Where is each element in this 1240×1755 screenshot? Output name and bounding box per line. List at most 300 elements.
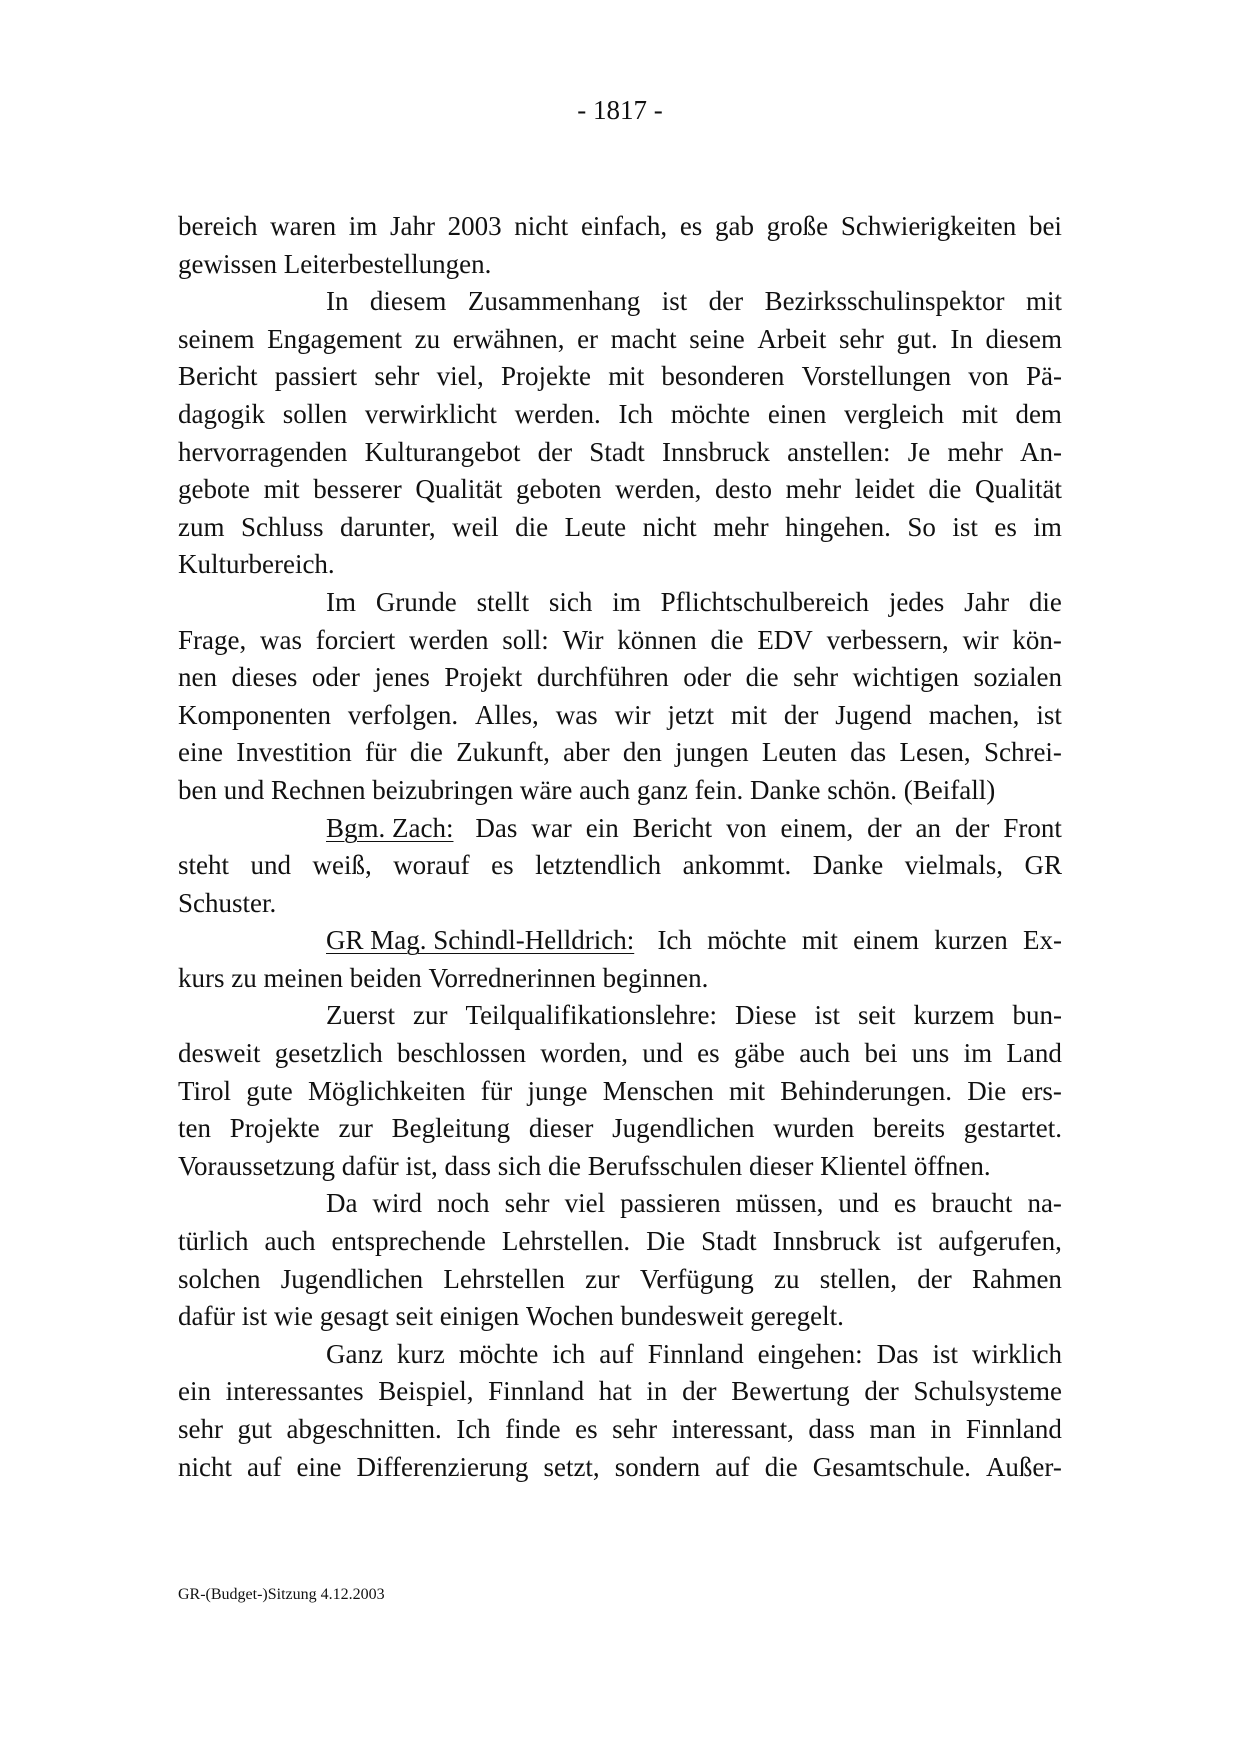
word: was bbox=[260, 624, 303, 655]
word: bei bbox=[864, 1038, 898, 1069]
word: Alles, bbox=[475, 699, 539, 730]
word: ist bbox=[241, 1301, 274, 1332]
word: verfolgen. bbox=[347, 699, 459, 730]
word: macht bbox=[610, 323, 677, 354]
word: Investition bbox=[236, 737, 352, 768]
word: zu bbox=[231, 962, 264, 993]
word: meinen bbox=[263, 962, 350, 993]
word: bereits bbox=[873, 1113, 945, 1144]
word: entsprechende bbox=[331, 1226, 486, 1257]
word: mehr bbox=[713, 511, 769, 542]
speaker-name: GR Mag. Schindl-Helldrich: bbox=[326, 925, 635, 956]
word: Wochen bbox=[525, 1301, 621, 1332]
word: Verfügung bbox=[639, 1263, 754, 1294]
word: die bbox=[764, 1451, 798, 1482]
word: setzt, bbox=[543, 1451, 600, 1482]
word: zur bbox=[412, 1000, 448, 1031]
word: einigen bbox=[439, 1301, 526, 1332]
word: Innsbruck bbox=[661, 436, 770, 467]
word: Schulsysteme bbox=[913, 1376, 1062, 1407]
word: na- bbox=[1027, 1188, 1062, 1219]
word: steht bbox=[178, 850, 229, 881]
text-line bbox=[178, 734, 1062, 772]
word: kurzen bbox=[934, 925, 1008, 956]
text-line bbox=[178, 922, 1062, 960]
word: stellt bbox=[476, 586, 530, 617]
text-line bbox=[178, 471, 1062, 509]
text-line bbox=[178, 659, 1062, 697]
word: durchführen bbox=[536, 662, 669, 693]
text-line bbox=[178, 358, 1062, 396]
text-line bbox=[178, 546, 1062, 584]
word: aufgerufen, bbox=[938, 1226, 1062, 1257]
word: öffnen. bbox=[913, 1150, 991, 1181]
word: an bbox=[915, 812, 942, 843]
document-body bbox=[178, 208, 1062, 1486]
word: Da bbox=[326, 1188, 358, 1219]
word: gut. bbox=[896, 323, 938, 354]
word: sehr bbox=[838, 323, 884, 354]
text-line bbox=[178, 847, 1062, 885]
word: auch bbox=[264, 1226, 316, 1257]
word: forciert bbox=[315, 624, 396, 655]
word: mit bbox=[263, 474, 300, 505]
word: Ich bbox=[456, 1414, 491, 1444]
word: der bbox=[867, 812, 902, 843]
word: Ich bbox=[657, 925, 692, 956]
word: er bbox=[577, 323, 599, 354]
word: von bbox=[968, 361, 1009, 392]
word: Kulturbereich. bbox=[178, 549, 335, 580]
word: sozialen bbox=[973, 662, 1062, 693]
word: wir bbox=[962, 624, 999, 655]
word: Vorstellungen bbox=[801, 361, 952, 392]
word: Pflichtschulbereich bbox=[660, 586, 869, 617]
text-line bbox=[178, 1449, 1062, 1487]
word: es bbox=[575, 1414, 598, 1444]
word: interessant, bbox=[671, 1414, 794, 1444]
word: worden, bbox=[540, 1038, 629, 1069]
word: wirklich bbox=[972, 1338, 1062, 1369]
word: Finnland bbox=[647, 1338, 744, 1369]
word: 2003 bbox=[447, 211, 502, 241]
word: Schrei- bbox=[983, 737, 1062, 768]
word: große bbox=[766, 211, 829, 241]
word: desto bbox=[714, 474, 772, 505]
word: Außer- bbox=[985, 1451, 1062, 1482]
text-line bbox=[178, 584, 1062, 622]
word: diesem bbox=[985, 323, 1062, 354]
word: der bbox=[954, 812, 990, 843]
page-footer: GR-(Budget-)Sitzung 4.12.2003 bbox=[178, 1586, 385, 1603]
word: und bbox=[642, 1038, 683, 1069]
word: wäre bbox=[519, 774, 580, 805]
word: den bbox=[622, 737, 662, 768]
text-line bbox=[178, 810, 1062, 848]
word: ein bbox=[585, 812, 619, 843]
word: mehr bbox=[947, 436, 1003, 467]
word: sich bbox=[497, 1150, 548, 1181]
word: Klientel bbox=[820, 1150, 914, 1181]
word: es bbox=[679, 211, 703, 241]
word: auf bbox=[247, 1451, 282, 1482]
word: mit bbox=[730, 699, 767, 730]
text-line bbox=[178, 283, 1062, 321]
word: gäbe bbox=[733, 1038, 785, 1069]
word: gute bbox=[246, 1075, 293, 1106]
word: ich bbox=[552, 1338, 586, 1369]
word: passiert bbox=[274, 361, 358, 392]
word: Lesen, bbox=[899, 737, 971, 768]
word: die bbox=[515, 511, 549, 542]
word: ganz bbox=[636, 774, 695, 805]
word: jungen bbox=[675, 737, 749, 768]
word: viel, bbox=[436, 361, 484, 392]
word: kurzem bbox=[913, 1000, 995, 1031]
word: dem bbox=[1015, 398, 1062, 429]
word: Pä- bbox=[1025, 361, 1062, 392]
word: aber bbox=[563, 737, 610, 768]
word: gesagt bbox=[319, 1301, 396, 1332]
word: ist bbox=[896, 1226, 923, 1257]
word: beiden bbox=[349, 962, 429, 993]
word: auch bbox=[579, 774, 637, 805]
word: Lehrstellen. bbox=[501, 1226, 631, 1257]
word: mit bbox=[608, 361, 645, 392]
text-line bbox=[178, 1148, 1062, 1186]
word: die bbox=[409, 737, 443, 768]
word: Innsbruck bbox=[772, 1226, 881, 1257]
word: der bbox=[783, 699, 819, 730]
word: wurden bbox=[773, 1113, 855, 1144]
word: Wir bbox=[562, 624, 604, 655]
word: Zusammenhang bbox=[467, 286, 641, 317]
word: der bbox=[682, 1376, 717, 1407]
word: im bbox=[612, 586, 641, 617]
word: möchte bbox=[707, 925, 787, 956]
word: ankommt. bbox=[682, 850, 792, 881]
word: darunter, bbox=[340, 511, 436, 542]
word: jedes bbox=[888, 586, 945, 617]
paragraph bbox=[178, 584, 1062, 810]
word: kurs bbox=[178, 962, 232, 993]
word: bereich bbox=[178, 211, 258, 241]
word: einen bbox=[767, 398, 827, 429]
word: und bbox=[250, 850, 291, 881]
word: Diese bbox=[735, 1000, 797, 1031]
word: beschlossen bbox=[397, 1038, 527, 1069]
word: für bbox=[365, 737, 397, 768]
word: türlich bbox=[178, 1226, 249, 1257]
word: Land bbox=[1006, 1038, 1062, 1069]
word: sich bbox=[548, 586, 593, 617]
word: die bbox=[745, 662, 779, 693]
word: verbessern, bbox=[826, 624, 949, 655]
word: noch bbox=[437, 1188, 490, 1219]
word: Frage, bbox=[178, 624, 247, 655]
word: Möglichkeiten bbox=[308, 1075, 466, 1106]
word: zum bbox=[178, 511, 225, 542]
word: Bericht bbox=[632, 812, 713, 843]
text-line bbox=[178, 396, 1062, 434]
word: sehr bbox=[504, 1188, 550, 1219]
text-line bbox=[178, 208, 1062, 246]
word: gebote bbox=[178, 474, 250, 505]
word: im bbox=[963, 1038, 993, 1069]
word: weil bbox=[452, 511, 499, 542]
word: (Beifall) bbox=[903, 774, 996, 805]
word: war bbox=[531, 812, 572, 843]
word: So bbox=[907, 511, 936, 542]
word: werden bbox=[409, 624, 489, 655]
word: wir bbox=[614, 699, 651, 730]
word: dieser bbox=[748, 1150, 821, 1181]
text-line bbox=[178, 321, 1062, 359]
word: werden, bbox=[615, 474, 702, 505]
word: Voraussetzung bbox=[178, 1150, 342, 1181]
word: anstellen: bbox=[787, 436, 891, 467]
word: Schuster. bbox=[178, 887, 277, 918]
word: einfach, bbox=[580, 211, 668, 241]
word: die bbox=[928, 474, 962, 505]
word: gesetzlich bbox=[274, 1038, 383, 1069]
word: der bbox=[917, 1263, 952, 1294]
word: seit bbox=[395, 1301, 440, 1332]
word: Im bbox=[326, 586, 356, 617]
word: Grunde bbox=[375, 586, 457, 617]
text-line bbox=[178, 772, 1062, 810]
word: sollen bbox=[282, 398, 348, 429]
word: EDV bbox=[757, 624, 813, 655]
word: waren bbox=[270, 211, 337, 241]
word: auf bbox=[599, 1338, 634, 1369]
word: im bbox=[348, 211, 378, 241]
word: und bbox=[223, 774, 271, 805]
text-line bbox=[178, 1073, 1062, 1111]
word: besonderen bbox=[661, 361, 785, 392]
paragraph bbox=[178, 810, 1062, 923]
word: Ich bbox=[618, 398, 653, 429]
word: dass bbox=[444, 1150, 498, 1181]
word: kurz bbox=[396, 1338, 445, 1369]
word: sehr bbox=[374, 361, 420, 392]
word: sehr bbox=[612, 1414, 658, 1444]
word: die bbox=[710, 624, 744, 655]
word: das bbox=[850, 737, 887, 768]
word: Engagement bbox=[267, 323, 403, 354]
word: Tirol bbox=[178, 1075, 232, 1106]
word: stellen, bbox=[819, 1263, 897, 1294]
word: abgeschnitten. bbox=[286, 1414, 442, 1444]
word: eingehen: bbox=[757, 1338, 863, 1369]
word: ist bbox=[1036, 699, 1062, 730]
word: braucht bbox=[931, 1188, 1013, 1219]
word: bun- bbox=[1012, 1000, 1062, 1031]
word: jetzt bbox=[667, 699, 715, 730]
text-line bbox=[178, 246, 1062, 284]
word: wird bbox=[372, 1188, 423, 1219]
word: gut bbox=[237, 1414, 272, 1444]
word: vielmals, bbox=[904, 850, 1003, 881]
word: Differenzierung bbox=[356, 1451, 529, 1482]
paragraph bbox=[178, 1336, 1062, 1486]
word: Das bbox=[475, 812, 518, 843]
word: es bbox=[697, 1038, 720, 1069]
word: wichtigen bbox=[852, 662, 960, 693]
word: Ex- bbox=[1022, 925, 1062, 956]
word: geboten bbox=[516, 474, 602, 505]
word: Ganz bbox=[326, 1338, 383, 1369]
word: auch bbox=[799, 1038, 851, 1069]
word: auf bbox=[715, 1451, 750, 1482]
word: In bbox=[326, 286, 349, 317]
word: ist bbox=[814, 1000, 840, 1031]
word: geregelt. bbox=[750, 1301, 844, 1332]
word: Teilqualifikationslehre: bbox=[465, 1000, 717, 1031]
word: Stadt bbox=[701, 1226, 757, 1257]
text-line bbox=[178, 885, 1062, 923]
word: letztendlich bbox=[535, 850, 662, 881]
word: Berufsschulen bbox=[587, 1150, 749, 1181]
paragraph bbox=[178, 1185, 1062, 1335]
word: An- bbox=[1019, 436, 1062, 467]
word: besserer bbox=[313, 474, 402, 505]
word: Beispiel, bbox=[378, 1376, 474, 1407]
word: müssen, bbox=[735, 1188, 824, 1219]
word: von bbox=[726, 812, 767, 843]
word: Menschen bbox=[602, 1075, 714, 1106]
word: mit bbox=[728, 1075, 765, 1106]
word: Arbeit bbox=[757, 323, 827, 354]
text-line bbox=[178, 434, 1062, 472]
word: soll: bbox=[502, 624, 549, 655]
word: zur bbox=[585, 1263, 620, 1294]
word: einem, bbox=[780, 812, 854, 843]
word: dieser bbox=[528, 1113, 594, 1144]
word: Leute bbox=[564, 511, 627, 542]
word: solchen bbox=[178, 1263, 261, 1294]
word: Zukunft, bbox=[456, 737, 550, 768]
word: Projekte bbox=[229, 1113, 320, 1144]
word: ist bbox=[932, 1338, 959, 1369]
word: Das bbox=[876, 1338, 919, 1369]
word: Jugend bbox=[835, 699, 912, 730]
word: gestartet. bbox=[963, 1113, 1062, 1144]
word: für bbox=[480, 1075, 513, 1106]
word: ben bbox=[178, 774, 224, 805]
word: jenes bbox=[374, 662, 430, 693]
paragraph bbox=[178, 208, 1062, 283]
word: es bbox=[893, 1188, 917, 1219]
word: kön- bbox=[1012, 624, 1062, 655]
word: ist bbox=[952, 511, 978, 542]
word: eine bbox=[296, 1451, 342, 1482]
word: es bbox=[994, 511, 1017, 542]
word: oder bbox=[311, 662, 360, 693]
word: gewissen bbox=[178, 248, 284, 279]
word: mit bbox=[961, 398, 998, 429]
word: Bericht bbox=[178, 361, 258, 392]
word: Begleitung bbox=[391, 1113, 511, 1144]
word: oder bbox=[683, 662, 732, 693]
word: Finnland bbox=[488, 1376, 585, 1407]
word: erwähnen, bbox=[452, 323, 565, 354]
word: Danke bbox=[750, 774, 828, 805]
word: Komponenten bbox=[178, 699, 331, 730]
word: Kulturangebot bbox=[364, 436, 521, 467]
word: Schwierigkeiten bbox=[840, 211, 1017, 241]
word: Front bbox=[1003, 812, 1062, 843]
word: mit bbox=[1025, 286, 1062, 317]
word: zu bbox=[414, 323, 441, 354]
text-line bbox=[178, 1373, 1062, 1411]
word: werden. bbox=[514, 398, 601, 429]
text-line bbox=[178, 622, 1062, 660]
word: verwirklicht bbox=[364, 398, 497, 429]
word: desweit bbox=[178, 1038, 261, 1069]
speaker-name: Bgm. Zach: bbox=[326, 812, 454, 843]
word: möchte bbox=[458, 1338, 539, 1369]
word: ein bbox=[178, 1376, 211, 1407]
word: bei bbox=[1028, 211, 1062, 241]
word: weiß, bbox=[312, 850, 372, 881]
text-line bbox=[178, 1261, 1062, 1299]
word: Je bbox=[907, 436, 931, 467]
word: möchte bbox=[670, 398, 751, 429]
word: wie bbox=[273, 1301, 320, 1332]
word: Jahr bbox=[964, 586, 1010, 617]
word: machen, bbox=[928, 699, 1020, 730]
word: seinem bbox=[178, 323, 255, 354]
word: nicht bbox=[178, 1451, 232, 1482]
word: Qualität bbox=[415, 474, 503, 505]
word: Behinderungen. bbox=[780, 1075, 952, 1106]
paragraph bbox=[178, 997, 1062, 1185]
word: GR bbox=[1024, 850, 1062, 881]
word: ist bbox=[661, 286, 688, 317]
word: was bbox=[555, 699, 598, 730]
word: können bbox=[617, 624, 697, 655]
text-line bbox=[178, 960, 1062, 998]
word: nicht bbox=[642, 511, 697, 542]
word: ist, bbox=[405, 1150, 445, 1181]
word: der bbox=[537, 436, 573, 467]
word: diesem bbox=[369, 286, 447, 317]
paragraph bbox=[178, 922, 1062, 997]
word: leidet bbox=[854, 474, 915, 505]
word: im bbox=[1033, 511, 1062, 542]
page-number: - 1817 - bbox=[577, 95, 663, 125]
word: und bbox=[838, 1188, 879, 1219]
word: bundesweit bbox=[620, 1301, 751, 1332]
word: dieses bbox=[231, 662, 298, 693]
word: seit bbox=[858, 1000, 896, 1031]
word: Bewertung bbox=[731, 1376, 850, 1407]
word: der bbox=[708, 286, 744, 317]
word: ers- bbox=[1021, 1075, 1062, 1106]
word: der bbox=[864, 1376, 899, 1407]
word: Zuerst bbox=[326, 1000, 395, 1031]
word: sehr bbox=[178, 1414, 223, 1444]
word: Gesamtschule. bbox=[812, 1451, 971, 1482]
text-line bbox=[178, 1110, 1062, 1148]
word: eine bbox=[178, 737, 223, 768]
word: Lehrstellen bbox=[443, 1263, 565, 1294]
word: seine bbox=[689, 323, 745, 354]
word: Vorrednerinnen bbox=[428, 962, 603, 993]
word: finde bbox=[505, 1414, 561, 1444]
text-line bbox=[178, 1185, 1062, 1223]
